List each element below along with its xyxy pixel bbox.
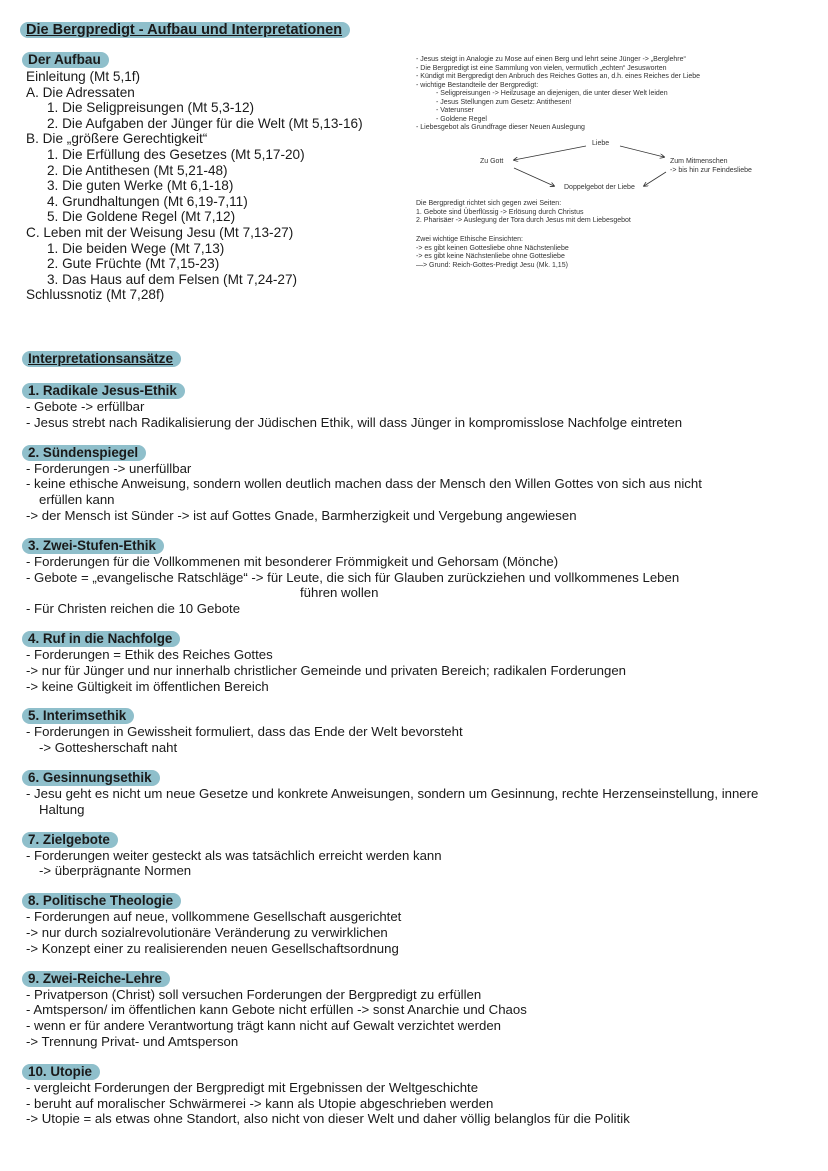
outline-line: 1. Die beiden Wege (Mt 7,13): [47, 240, 225, 256]
section-heading-text: 1. Radikale Jesus-Ethik: [22, 383, 185, 399]
section-line: - Forderungen auf neue, vollkommene Gesellschaft ausgerichtet: [26, 909, 402, 925]
interpretation-heading-text: Interpretationsansätze: [22, 351, 181, 367]
interpretation-section: [22, 383, 812, 431]
section-heading: [22, 708, 812, 724]
side-notes-ethics: [416, 236, 569, 270]
arrow-neighbour-to-double: [644, 172, 666, 186]
title-text: Die Bergpredigt - Aufbau und Interpretationen: [20, 22, 350, 38]
note-line: - wichtige Bestandteile der Bergpredigt:: [416, 81, 539, 89]
interpretation-section: [22, 893, 812, 956]
note-line: - Seligpreisungen -> Heilzusage an diejenigen, die unter dieser Welt leiden: [436, 90, 668, 97]
outline-line: A. Die Adressaten: [26, 84, 135, 100]
outline-line: 1. Die Erfüllung des Gesetzes (Mt 5,17-20): [47, 146, 305, 162]
side-notes-two-sides: [416, 200, 631, 226]
outline-line: Einleitung (Mt 5,1f): [26, 69, 141, 84]
interpretation-section: [22, 445, 812, 524]
section-line: - Amtsperson/ im öffentlichen kann Gebote nicht erfüllen -> sonst Anarchie und Chaos: [26, 1002, 527, 1018]
section-heading: [22, 971, 812, 987]
note-line: Zwei wichtige Ethische Einsichten:: [416, 236, 523, 243]
note-line: - Jesus steigt in Analogie zu Mose auf einen Berg und lehrt seine Jünger -> „Berglehre“: [416, 56, 686, 63]
section-line: - Forderungen in Gewissheit formuliert, dass das Ende der Welt bevorsteht: [26, 724, 463, 740]
section-heading: [22, 445, 812, 461]
section-line: -> Gottesherschaft naht: [39, 740, 178, 756]
section-line: Haltung: [39, 801, 85, 817]
section-heading-text: 9. Zwei-Reiche-Lehre: [22, 971, 170, 987]
section-heading-text: 10. Utopie: [22, 1064, 100, 1080]
section-line: - Forderungen -> unerfüllbar: [26, 460, 192, 476]
section-line: - Jesu geht es nicht um neue Gesetze und konkrete Anweisungen, sondern um Gesinnung, rechte Herzenseinstellung, innere: [26, 785, 759, 801]
diagram-right: Zum Mitmenschen: [670, 158, 728, 165]
section-heading-text: 8. Politische Theologie: [22, 893, 181, 909]
interpretation-section: [22, 770, 812, 818]
section-line: -> nur für Jünger und nur innerhalb christlicher Gemeinde und privaten Bereich; radikalen Forderungen: [26, 662, 627, 678]
section-line: führen wollen: [300, 585, 379, 601]
outline-line: 2. Gute Früchte (Mt 7,15-23): [47, 256, 220, 272]
section-line: - Privatperson (Christ) soll versuchen Forderungen der Bergpredigt zu erfüllen: [26, 986, 482, 1002]
note-line: 1. Gebote sind Überflüssig -> Erlösung durch Christus: [416, 208, 584, 216]
interpretation-section: [22, 708, 812, 756]
interpretation-section: [22, 971, 812, 1050]
section-line: -> der Mensch ist Sünder -> ist auf Gottes Gnade, Barmherzigkeit und Vergebung angewiesen: [26, 507, 577, 523]
love-diagram: [416, 138, 796, 198]
interpretation-sections: [22, 383, 812, 1141]
section-heading-text: 2. Sündenspiegel: [22, 445, 146, 461]
section-heading-text: 7. Zielgebote: [22, 832, 118, 848]
outline-line: 3. Das Haus auf dem Felsen (Mt 7,24-27): [47, 271, 298, 287]
note-line: - Die Bergpredigt ist eine Sammlung von vielen, vermutlich „echten“ Jesusworten: [416, 64, 667, 72]
section-line: - beruht auf moralischer Schwärmerei -> kann als Utopie abgeschrieben werden: [26, 1095, 494, 1111]
interpretation-heading: [22, 351, 181, 367]
aufbau-heading: Der Aufbau: [22, 52, 109, 68]
section-line: - vergleicht Forderungen der Bergpredigt mit Ergebnissen der Weltgeschichte: [26, 1079, 479, 1095]
note-line: - Kündigt mit Bergpredigt den Anbruch des Reiches Gottes an, d.h. eines Reiches der Liebe: [416, 73, 701, 80]
interpretation-section: [22, 1064, 812, 1127]
interpretation-section: [22, 538, 812, 617]
section-line: -> keine Gültigkeit im öffentlichen Bereich: [26, 678, 269, 694]
note-line: 2. Pharisäer -> Auslegung der Tora durch Jesus mit dem Liebesgebot: [416, 217, 631, 224]
aufbau-outline: [22, 69, 363, 303]
section-line: - wenn er für andere Verantwortung trägt kann nicht auf Gewalt verzichtet werden: [26, 1018, 502, 1034]
section-heading: [22, 1064, 812, 1080]
section-line: - Forderungen weiter gesteckt als was tatsächlich erreicht werden kann: [26, 847, 442, 863]
section-line: - Jesus strebt nach Radikalisierung der Jüdischen Ethik, will dass Jünger in kompromisslose Nachfolge eintreten: [26, 414, 683, 430]
side-notes: [416, 56, 700, 133]
note-line: - Goldene Regel: [436, 115, 487, 123]
diagram-top: Liebe: [592, 140, 610, 147]
section-heading: [22, 893, 812, 909]
arrow-to-god: [514, 146, 586, 160]
outline-line: 3. Die guten Werke (Mt 6,1-18): [47, 178, 234, 194]
section-heading-text: 5. Interimsethik: [22, 708, 134, 724]
note-line: - Liebesgebot als Grundfrage dieser Neuen Auslegung: [416, 124, 585, 131]
section-line: - Gebote = „evangelische Ratschläge“ -> für Leute, die sich für Glauben zurückziehen und vollkommenes Leben: [26, 569, 680, 585]
section-heading: [22, 631, 812, 647]
section-heading: [22, 832, 812, 848]
section-line: -> Trennung Privat- und Amtsperson: [26, 1033, 239, 1049]
outline-line: Schlussnotiz (Mt 7,28f): [26, 287, 165, 303]
aufbau-section: [22, 52, 363, 303]
section-line: - Gebote -> erfüllbar: [26, 399, 145, 414]
section-line: erfüllen kann: [39, 492, 115, 508]
outline-line: B. Die „größere Gerechtigkeit“: [26, 131, 208, 147]
diagram-right-sub: -> bis hin zur Feindesliebe: [670, 167, 752, 174]
section-line: -> nur durch sozialrevolutionäre Veränderung zu verwirklichen: [26, 924, 388, 940]
section-heading-text: 6. Gesinnungsethik: [22, 770, 160, 786]
note-line: - Jesus Stellungen zum Gesetz: Antithesen!: [436, 98, 572, 106]
outline-line: 2. Die Antithesen (Mt 5,21-48): [47, 162, 228, 178]
outline-line: C. Leben mit der Weisung Jesu (Mt 7,13-27): [26, 224, 294, 240]
section-line: -> Konzept einer zu realisierenden neuen Gesellschaftsordnung: [26, 940, 399, 956]
section-line: - Forderungen = Ethik des Reiches Gottes: [26, 646, 273, 662]
note-line: - Vaterunser: [436, 107, 474, 114]
page-title: [20, 22, 350, 38]
outline-line: 2. Die Aufgaben der Jünger für die Welt (Mt 5,13-16): [47, 115, 363, 131]
section-line: -> überprägnante Normen: [39, 863, 192, 879]
diagram-bottom: Doppelgebot der Liebe: [564, 184, 635, 191]
section-heading-text: 4. Ruf in die Nachfolge: [22, 631, 180, 647]
outline-line: 4. Grundhaltungen (Mt 6,19-7,11): [47, 193, 248, 209]
section-heading: [22, 538, 812, 554]
outline-line: 1. Die Seligpreisungen (Mt 5,3-12): [47, 100, 255, 116]
note-line: -> es gibt keine Nächstenliebe ohne Gottesliebe: [416, 253, 565, 260]
arrow-to-neighbour: [620, 146, 664, 157]
section-line: -> Utopie = als etwas ohne Standort, also nicht von dieser Welt und daher völlig belanglos für die Politik: [26, 1111, 630, 1127]
outline-line: 5. Die Goldene Regel (Mt 7,12): [47, 209, 236, 225]
interpretation-section: [22, 832, 812, 880]
note-line: -> es gibt keinen Gottesliebe ohne Nächstenliebe: [416, 244, 569, 252]
diagram-left: Zu Gott: [480, 158, 504, 165]
section-heading: [22, 770, 812, 786]
section-line: - Für Christen reichen die 10 Gebote: [26, 601, 241, 617]
section-line: - keine ethische Anweisung, sondern wollen deutlich machen dass der Mensch den Willen Gottes von sich aus nicht: [26, 476, 702, 492]
note-line: Die Bergpredigt richtet sich gegen zwei Seiten:: [416, 200, 562, 207]
note-line: —> Grund: Reich-Gottes-Predigt Jesu (Mk. 1,15): [416, 261, 568, 269]
section-heading: [22, 383, 812, 399]
section-heading-text: 3. Zwei-Stufen-Ethik: [22, 538, 164, 554]
interpretation-section: [22, 631, 812, 694]
arrow-god-to-double: [514, 168, 554, 186]
section-line: - Forderungen für die Vollkommenen mit besonderer Frömmigkeit und Gehorsam (Mönche): [26, 553, 559, 569]
